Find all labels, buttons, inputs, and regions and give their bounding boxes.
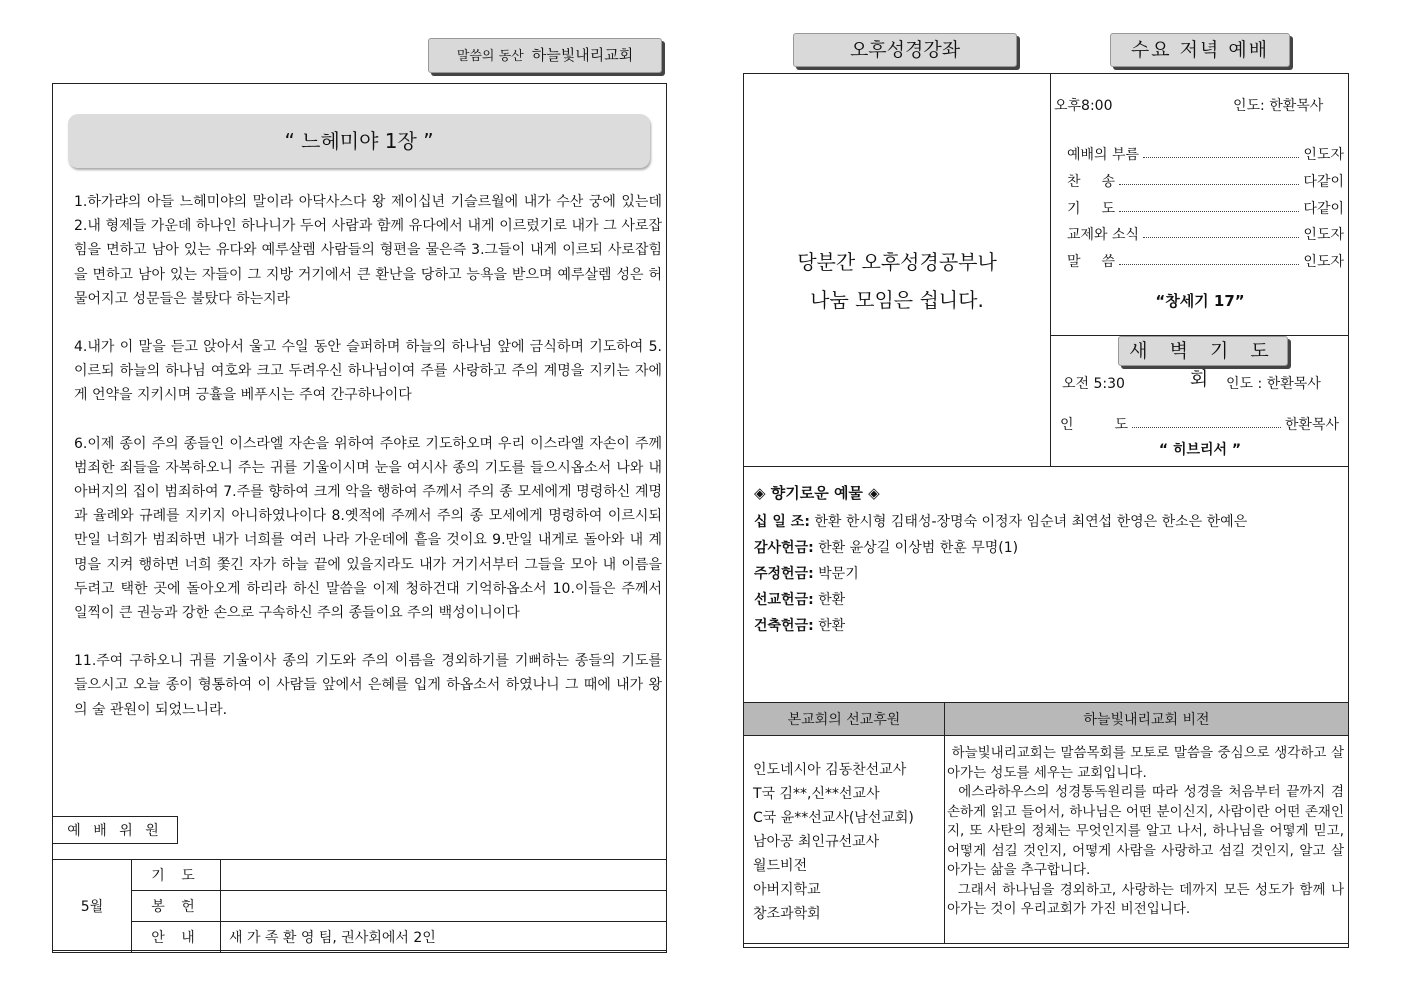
duty-role: 기 도 [132, 860, 221, 891]
church-name: 하늘빛내리교회 [531, 46, 634, 64]
order-label: 말 씀 [1067, 254, 1115, 270]
duty-table [52, 859, 667, 953]
scripture-paragraph: 4.내가 이 말을 듣고 앉아서 울고 수일 동안 슬퍼하며 하늘의 하나님 앞에 금식하며 기도하여 5.이르되 하늘의 하나님 여호와 크고 두려우신 하나님이여 주를 사랑하고 주의 계명을 지키는 자에게 언약을 지키시며 긍휼을 베푸시는 주여 간구하나이다 [74, 339, 662, 404]
duty-value: 새 가 족 환 영 팀, 권사회에서 2인 [221, 922, 667, 953]
list-item: 아버지학교 [753, 882, 821, 898]
offering-label: 주정헌금: [754, 566, 814, 582]
wednesday-verse: “창세기 17” [1155, 292, 1245, 310]
table-header-row [744, 703, 1349, 736]
duty-month: 5월 [53, 860, 132, 953]
scripture-paragraph: 6.이제 종이 주의 종들인 이스라엘 자손을 위하여 주야로 기도하오며 우리 이스라엘 자손이 주께 범죄한 죄들을 자복하오니 주는 귀를 기울이시며 눈을 여시사 종의 기도를 들으시옵소서 나와 내 아버지의 집이 범죄하여 7.주를 향하여 크게 악을 행하여 주께서 주의 종 모세에게 명령하신 계명과 율례와 규례를 지키지 아니하였나이다 8.옛적에 주께서 주의 종 모세에게 명령하여 이르시되 만일 너희가 범죄하면 내가 너희를 여러 나라 가운데에 흩을 것이요 9.만일 내게로 돌아와 내 계명을 지켜 행하면 너희 쫓긴 자가 하늘 끝에 있을지라도 내가 거기서부터 그들을 모아 내 이름을 두려고 택한 곳에 돌아오게 하리라 하신 말씀을 이제 청하건대 기억하옵소서 10.이들은 주께서 일찍이 큰 권능과 강한 손으로 구속하신 주의 종들이요 주의 백성이니이다 [74, 435, 662, 622]
offering-row [754, 511, 1247, 531]
vision-text [945, 736, 1349, 944]
duty-role: 안 내 [132, 922, 221, 953]
missions-list [744, 736, 945, 944]
church-name-tag [428, 38, 662, 73]
order-label: 예배의 부름 [1067, 147, 1140, 163]
order-item [1067, 198, 1344, 218]
offering-label: 십 일 조: [754, 514, 810, 530]
order-label: 교제와 소식 [1067, 227, 1140, 243]
table-row [744, 736, 1349, 944]
order-value: 한환목사 [1284, 417, 1339, 433]
table-row [53, 922, 667, 953]
table-row [53, 860, 667, 891]
order-item [1067, 171, 1344, 191]
offering-label: 감사헌금: [754, 540, 814, 556]
vision-paragraph: 하늘빛내리교회는 말씀목회를 모토로 말씀을 중심으로 생각하고 살아가는 성도를 세우는 교회입니다. [947, 745, 1344, 781]
dawn-time: 오전 5:30 [1062, 376, 1125, 392]
dawn-leader-row [1060, 414, 1339, 434]
list-item: 남아공 최인규선교사 [753, 834, 880, 850]
notice-line: 나눔 모임은 쉽니다. [810, 288, 984, 312]
church-motto: 말씀의 동산 [456, 49, 524, 64]
notice-line: 당분간 오후성경공부나 [797, 250, 997, 274]
pm-class-notice [744, 243, 1050, 319]
section-divider [743, 466, 1349, 467]
offering-names: 한환 [813, 592, 846, 608]
order-item [1067, 144, 1344, 164]
order-value: 인도자 [1303, 254, 1344, 270]
order-label: 인 도 [1060, 417, 1128, 433]
missions-header: 본교회의 선교후원 [744, 703, 945, 736]
list-item: C국 윤**선교사(남선교회) [753, 810, 914, 826]
table-row [53, 891, 667, 922]
scripture-text [74, 190, 662, 722]
offering-names: 한환 [813, 618, 846, 634]
pm-bible-class-title: 오후성경강좌 [793, 33, 1017, 67]
scripture-paragraph: 1.하가랴의 아들 느헤미야의 말이라 아닥사스다 왕 제이십년 기슬르월에 내가 수산 궁에 있는데 2.내 형제들 가운데 하나인 하나니가 두어 사람과 함께 유다에서 내게 이르렀기로 내가 그 사로잡힘을 면하고 남아 있는 유다와 예루살렘 사람들의 형편을 물은즉 3.그들이 내게 이르되 사로잡힘을 면하고 남아 있는 자들이 그 지방 거기에서 큰 환난을 당하고 능욕을 받으며 예루살렘 성은 허물어지고 성문들은 불탔다 하는지라 [74, 194, 662, 307]
order-item [1067, 224, 1344, 244]
missions-vision-table [743, 702, 1349, 944]
chapter-title: “ 느헤미야 1장 ” [68, 114, 650, 168]
dawn-verse: “ 히브리서 ” [1158, 442, 1242, 458]
order-label: 기 도 [1067, 201, 1115, 217]
dawn-leader-top: 인도 : 한환목사 [1226, 376, 1321, 392]
offering-row [754, 563, 859, 583]
duty-role: 봉 헌 [132, 891, 221, 922]
duty-value [221, 860, 667, 891]
column-divider [1050, 73, 1051, 466]
order-value: 다같이 [1303, 174, 1344, 190]
vision-paragraph: 에스라하우스의 성경통독원리를 따라 성경을 처음부터 끝까지 겸손하게 읽고 들어서, 하나님은 어떤 분이신지, 사람이란 어떤 존재인지, 또 사탄의 정체는 무엇인지를 알고 나서, 하나님을 어떻게 믿고, 어떻게 섬길 것인지, 어떻게 사람을 사랑하고 섬길 것인지, 알고 살아가는 삶을 추구합니다. [947, 784, 1349, 878]
offering-row [754, 537, 1018, 557]
vision-header: 하늘빛내리교회 비전 [945, 703, 1349, 736]
order-item [1067, 251, 1344, 271]
list-item: 창조과학회 [753, 906, 821, 922]
scripture-paragraph: 11.주여 구하오니 귀를 기울이사 종의 기도와 주의 이름을 경외하기를 기뻐하는 종들의 기도를 들으시고 오늘 종이 형통하여 이 사람들 앞에서 은혜를 입게 하옵소서 하였나니 그 때에 내가 왕의 술 관원이 되었느니라. [74, 653, 662, 718]
offering-heading: ◈ 향기로운 예물 ◈ [754, 484, 880, 502]
worship-committee-label: 예 배 위 원 [52, 816, 178, 844]
offering-label: 건축헌금: [754, 618, 814, 634]
offering-label: 선교헌금: [754, 592, 814, 608]
order-label: 찬 송 [1067, 174, 1115, 190]
order-value: 인도자 [1303, 147, 1344, 163]
wednesday-service-title: 수요 저녁 예배 [1110, 33, 1290, 67]
duty-value [221, 891, 667, 922]
offering-names: 박문기 [813, 566, 859, 582]
wednesday-leader: 인도: 한환목사 [1233, 98, 1324, 114]
offering-row [754, 589, 845, 609]
offering-row [754, 615, 845, 635]
list-item: T국 김**,신**선교사 [753, 786, 880, 802]
order-value: 인도자 [1303, 227, 1344, 243]
offering-names: 한환 한시형 김태성-장명숙 이정자 임순녀 최연섭 한영은 한소은 한예은 [809, 514, 1248, 530]
vision-paragraph: 그래서 하나님을 경외하고, 사랑하는 데까지 모든 성도가 함께 나아가는 것이 우리교회가 가진 비전입니다. [947, 881, 1344, 917]
order-value: 다같이 [1303, 201, 1344, 217]
list-item: 월드비전 [753, 858, 808, 874]
dawn-prayer-title: 새 벽 기 도 회 [1118, 336, 1288, 366]
list-item: 인도네시아 김동찬선교사 [753, 762, 907, 778]
wednesday-time: 오후8:00 [1054, 98, 1113, 114]
offering-names: 한환 윤상길 이상범 한훈 무명(1) [813, 540, 1019, 556]
